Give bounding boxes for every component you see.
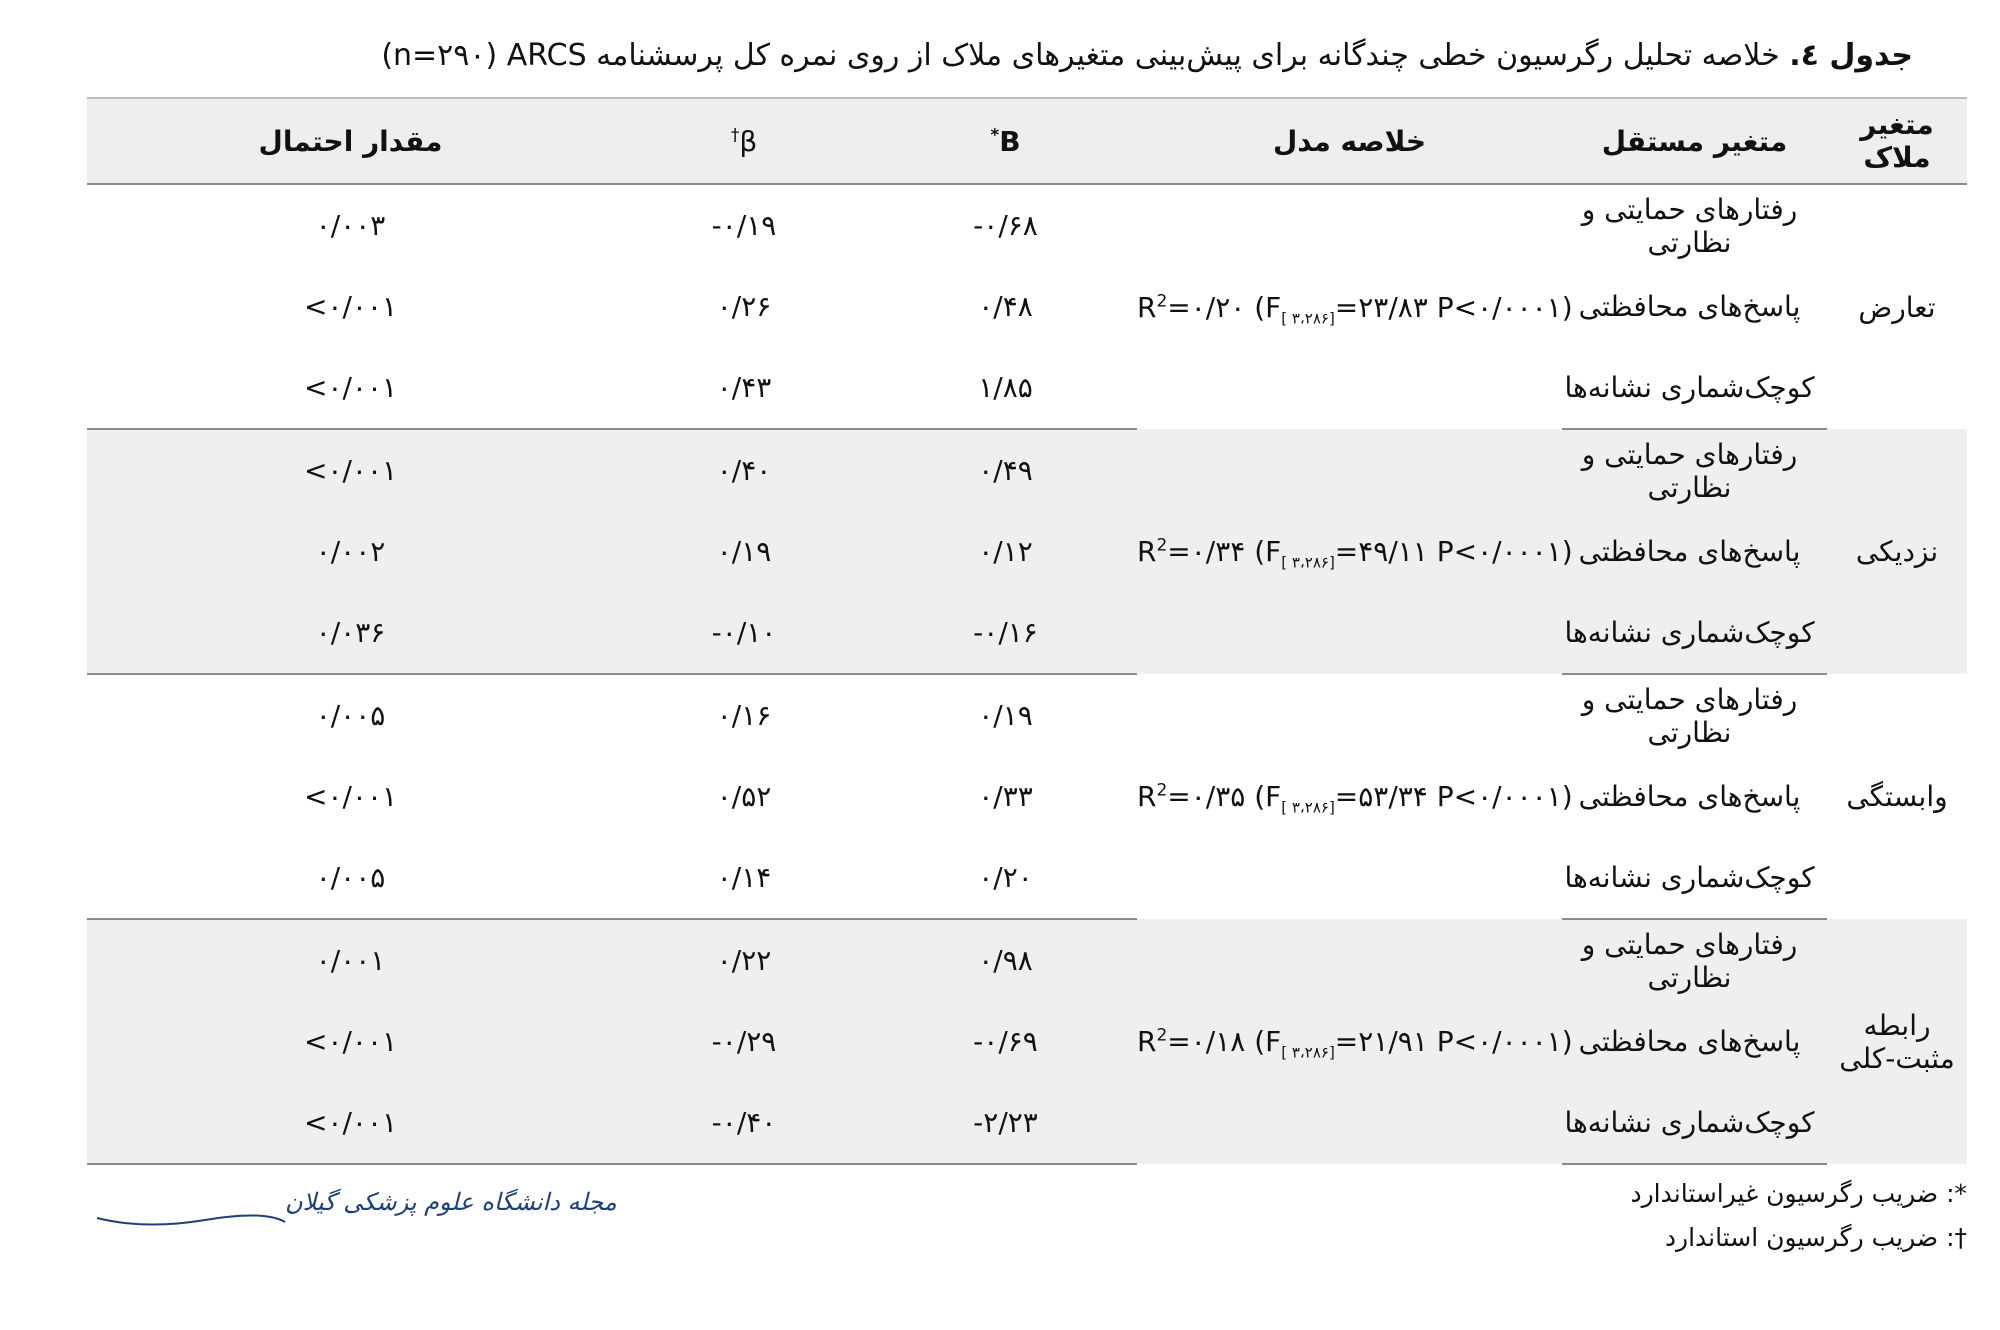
beta-cell: ۰/۱۶ — [716, 699, 772, 732]
table-row — [87, 592, 1967, 674]
b-cell: ۰/۳۳ — [978, 780, 1033, 813]
p-value-cell: <۰/۰۰۱ — [87, 1001, 614, 1082]
p-value-cell: <۰/۰۰۱ — [87, 429, 614, 511]
beta-cell: ۰/۵۲ — [716, 780, 772, 813]
p-value-cell: ۰/۰۰۳ — [315, 209, 386, 242]
p-value-cell: ۰/۰۰۱ — [87, 919, 614, 1001]
b-cell: -۰/۶۸ — [973, 209, 1038, 242]
p-value-cell: <۰/۰۰۱ — [87, 347, 614, 429]
predictor-cell: کوچک‌شماری نشانه‌ها — [1562, 837, 1827, 919]
table-row — [87, 1082, 1967, 1164]
predictor-cell: رفتارهای حمایتی و نظارتی — [1562, 919, 1827, 1001]
beta-cell: -۰/۲۹ — [614, 1001, 874, 1082]
criterion-cell: وابستگی — [1846, 780, 1948, 813]
predictor-cell: پاسخ‌های محافظتی — [1562, 1001, 1827, 1082]
beta-cell: -۰/۱۹ — [711, 209, 777, 242]
b-cell: ۱/۸۵ — [874, 347, 1137, 429]
predictor-cell: کوچک‌شماری نشانه‌ها — [1562, 1082, 1827, 1164]
table-row — [87, 429, 1967, 511]
model-summary-cell: $R^2=۰/۳۵$ ($F_{[ ۳،۲۸۶]}=۵۳/۳۴$ P<۰/۰۰۰۱) — [1137, 780, 1573, 817]
beta-cell: ۰/۲۶ — [716, 290, 772, 323]
footnote-standardized: †: ضریب رگرسیون استاندارد — [1664, 1223, 1967, 1252]
beta-cell: ۰/۲۲ — [614, 919, 874, 1001]
p-value-cell: ۰/۰۰۲ — [87, 511, 614, 592]
b-cell: ۰/۴۸ — [978, 290, 1033, 323]
model-summary-cell: $R^2=۰/۳۴$ ($F_{[ ۳،۲۸۶]}=۴۹/۱۱$ P<۰/۰۰۰۱) — [1137, 429, 1562, 674]
header-p-value: مقدار احتمال — [87, 98, 614, 184]
journal-logo-text: مجله دانشگاه علوم پزشکی گیلان — [285, 1188, 617, 1216]
table-row — [87, 674, 1967, 756]
p-value-cell: <۰/۰۰۱ — [303, 780, 398, 813]
table-row — [87, 756, 1967, 837]
beta-cell: ۰/۱۴ — [614, 837, 874, 919]
p-value-cell: <۰/۰۰۱ — [87, 1082, 614, 1164]
b-cell: -۰/۱۶ — [874, 592, 1137, 674]
beta-cell: ۰/۴۳ — [614, 347, 874, 429]
beta-cell: -۰/۱۰ — [614, 592, 874, 674]
predictor-cell: رفتارهای حمایتی و نظارتی — [1581, 682, 1798, 749]
model-summary-cell: $R^2=۰/۲۰$ ($F_{[ ۳،۲۸۶]}=۲۳/۸۳$ P<۰/۰۰۰۱) — [1137, 290, 1573, 328]
beta-cell: -۰/۴۰ — [614, 1082, 874, 1164]
caption-label: جدول ٤. — [1789, 38, 1913, 73]
table-caption — [87, 34, 1913, 78]
table-row — [87, 347, 1967, 429]
table-row — [87, 266, 1967, 347]
p-value-cell: ۰/۰۰۵ — [315, 699, 386, 732]
b-cell: ۰/۹۸ — [874, 919, 1137, 1001]
b-cell: ۰/۱۹ — [978, 699, 1033, 732]
predictor-cell: کوچک‌شماری نشانه‌ها — [1562, 592, 1827, 674]
table-row — [87, 837, 1967, 919]
header-predictor: متغیر مستقل — [1562, 98, 1827, 184]
beta-cell: ۰/۴۰ — [614, 429, 874, 511]
caption-text: خلاصه تحلیل رگرسیون خطی چندگانه برای پیش‌بینی متغیرهای ملاک از روی نمره کل پرسشنامه ARCS — [506, 38, 1780, 73]
caption-sample-size: (n=۲۹۰) — [381, 38, 498, 73]
criterion-cell: رابطه مثبت-کلی — [1827, 919, 1967, 1164]
table-footnotes — [1630, 1172, 1967, 1260]
predictor-cell: رفتارهای حمایتی و نظارتی — [1581, 192, 1798, 259]
header-b: B* — [874, 98, 1137, 184]
header-model-summary: خلاصه مدل — [1137, 98, 1562, 184]
criterion-cell: نزدیکی — [1827, 429, 1967, 674]
regression-table — [87, 97, 1967, 1165]
beta-cell: ۰/۱۹ — [614, 511, 874, 592]
b-cell: -۲/۲۳ — [874, 1082, 1137, 1164]
predictor-cell: رفتارهای حمایتی و نظارتی — [1562, 429, 1827, 511]
p-value-cell: ۰/۰۳۶ — [87, 592, 614, 674]
journal-logo — [85, 1160, 617, 1240]
header-beta: β† — [614, 98, 874, 184]
footnote-unstandardized: *: ضریب رگرسیون غیراستاندارد — [1630, 1179, 1967, 1208]
table-row — [87, 184, 1967, 266]
criterion-cell: تعارض — [1858, 290, 1936, 324]
p-value-cell: <۰/۰۰۱ — [303, 290, 398, 323]
table-row — [87, 1001, 1967, 1082]
predictor-cell: پاسخ‌های محافظتی — [1562, 511, 1827, 592]
predictor-cell: پاسخ‌های محافظتی — [1578, 780, 1801, 813]
b-cell: -۰/۶۹ — [874, 1001, 1137, 1082]
header-criterion: متغیر ملاک — [1827, 98, 1967, 184]
model-summary-cell: $R^2=۰/۱۸$ ($F_{[ ۳،۲۸۶]}=۲۱/۹۱$ P<۰/۰۰۰۱) — [1137, 919, 1562, 1164]
p-value-cell: ۰/۰۰۵ — [87, 837, 614, 919]
table-row — [87, 919, 1967, 1001]
header-row — [87, 98, 1967, 184]
b-cell: ۰/۱۲ — [874, 511, 1137, 592]
b-cell: ۰/۲۰ — [874, 837, 1137, 919]
table-row — [87, 511, 1967, 592]
b-cell: ۰/۴۹ — [874, 429, 1137, 511]
predictor-cell: کوچک‌شماری نشانه‌ها — [1562, 347, 1827, 429]
predictor-cell: پاسخ‌های محافظتی — [1578, 290, 1801, 323]
